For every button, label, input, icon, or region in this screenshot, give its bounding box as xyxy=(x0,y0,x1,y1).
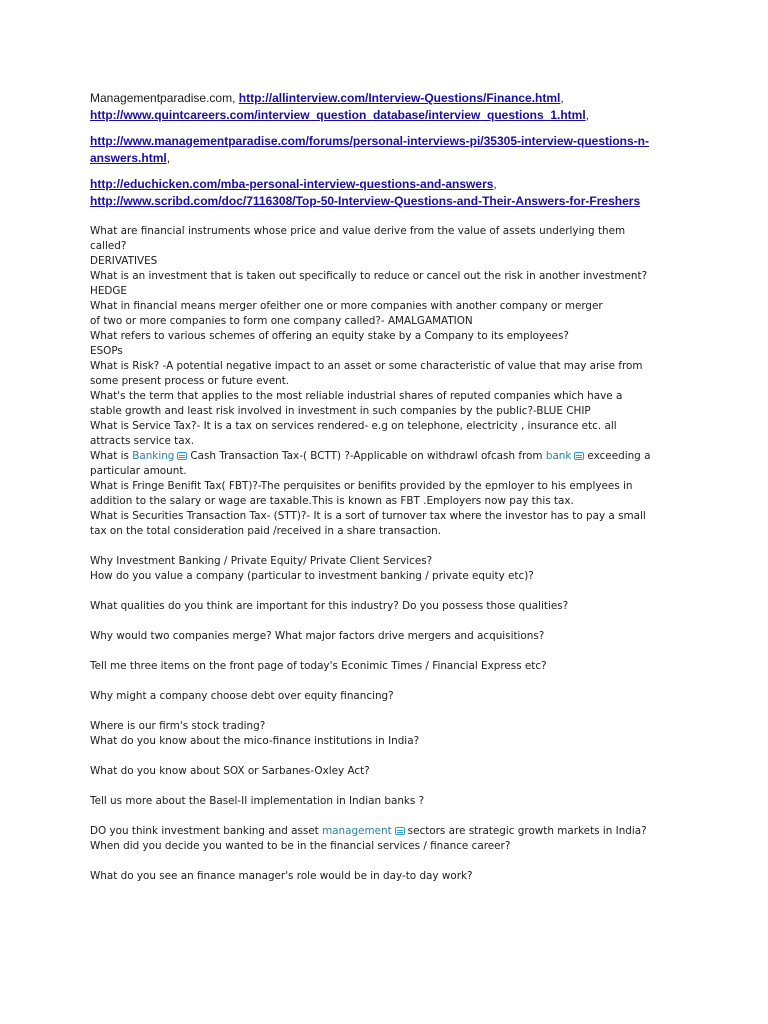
question: What do you see an finance manager's role would be in day-to day work? xyxy=(90,870,473,882)
qa-line: stable growth and least risk involved in investment in such companies by the public?-BLUE CHIP xyxy=(90,405,591,417)
comment-bubble-icon[interactable] xyxy=(574,452,584,460)
question: Where is our firm's stock trading? xyxy=(90,720,266,732)
comment-bubble-icon[interactable] xyxy=(177,452,187,460)
qa-block xyxy=(90,224,690,539)
links-line-3: http://www.managementparadise.com/forums/personal-interviews-pi/35305-interview-questions-n-answers.html, xyxy=(90,134,650,165)
question: Tell us more about the Basel-II implementation in Indian banks ? xyxy=(90,795,425,807)
link-quintcareers[interactable]: http://www.quintcareers.com/interview_question_database/interview_questions_1.html xyxy=(90,108,586,122)
question: What qualities do you think are important for this industry? Do you possess those qualities? xyxy=(90,600,569,612)
qa-line: particular amount. xyxy=(90,465,187,477)
lead-text: Managementparadise.com, xyxy=(90,91,239,105)
question-management: DO you think investment banking and asset management sectors are strategic growth markets in India? xyxy=(90,825,647,837)
link-managementparadise[interactable]: http://www.managementparadise.com/forums/personal-interviews-pi/35305-interview-questions-n-answers.html xyxy=(90,134,650,165)
question: Why would two companies merge? What major factors drive mergers and acquisitions? xyxy=(90,630,545,642)
link-allinterview[interactable]: http://allinterview.com/Interview-Questions/Finance.html xyxy=(238,91,561,105)
qa-line: some present process or future event. xyxy=(90,375,290,387)
qa-line: What is Securities Transaction Tax- (STT)?- It is a sort of turnover tax where the investor has to pay a small xyxy=(90,510,646,522)
qa-line: What is Risk? -A potential negative impact to an asset or some characteristic of value that may arise from xyxy=(90,360,643,372)
question: What do you know about the mico-finance institutions in India? xyxy=(90,735,420,747)
links-line-1: Managementparadise.com, http://allinterview.com/Interview-Questions/Finance.html, xyxy=(90,91,564,105)
question: How do you value a company (particular to investment banking / private equity etc)? xyxy=(90,570,534,582)
qa-line: What refers to various schemes of offering an equity stake by a Company to its employees? xyxy=(90,330,569,342)
interview-questions xyxy=(90,554,690,884)
reference-links xyxy=(90,90,690,210)
document-page xyxy=(90,90,690,899)
question: What do you know about SOX or Sarbanes-Oxley Act? xyxy=(90,765,370,777)
qa-line: What are financial instruments whose price and value derive from the value of assets underlying them xyxy=(90,225,626,237)
qa-line: What is Fringe Benifit Tax( FBT)?-The perquisites or benifits provided by the epmloyer to his emplyees in xyxy=(90,480,633,492)
qa-line: What is an investment that is taken out specifically to reduce or cancel out the risk in another investment? xyxy=(90,270,648,282)
qa-answer: HEDGE xyxy=(90,285,127,297)
qa-line: called? xyxy=(90,240,127,252)
qa-line: What in financial means merger ofeither one or more companies with another company or merger xyxy=(90,300,603,312)
keyword-link-management[interactable]: management xyxy=(322,825,392,837)
qa-line: tax on the total consideration paid /received in a share transaction. xyxy=(90,525,442,537)
link-scribd[interactable]: http://www.scribd.com/doc/7116308/Top-50-Interview-Questions-and-Their-Answers-for-Freshers xyxy=(90,194,641,208)
qa-line: attracts service tax. xyxy=(90,435,195,447)
keyword-link-bank[interactable]: bank xyxy=(545,450,572,462)
link-educhicken[interactable]: http://educhicken.com/mba-personal-interview-questions-and-answers xyxy=(90,177,494,191)
comment-bubble-icon[interactable] xyxy=(395,827,405,835)
links-line-2: http://www.quintcareers.com/interview_question_database/interview_questions_1.html, xyxy=(90,108,590,122)
qa-answer: DERIVATIVES xyxy=(90,255,158,267)
qa-answer: ESOPs xyxy=(90,345,123,357)
question: Tell me three items on the front page of today's Econimic Times / Financial Express etc? xyxy=(90,660,547,672)
qa-line: addition to the salary or wage are taxable.This is known as FBT .Employers now pay this tax. xyxy=(90,495,574,507)
question: Why Investment Banking / Private Equity/ Private Client Services? xyxy=(90,555,433,567)
question: Why might a company choose debt over equity financing? xyxy=(90,690,394,702)
qa-line: What is Service Tax?- It is a tax on services rendered- e.g on telephone, electricity , insurance etc. all xyxy=(90,420,617,432)
qa-line-bcct: What is Banking Cash Transaction Tax-( BCTT) ?-Applicable on withdrawl ofcash from bank exceeding a xyxy=(90,450,651,462)
links-line-5 xyxy=(90,193,690,210)
links-line-4: http://educhicken.com/mba-personal-interview-questions-and-answers, xyxy=(90,177,497,191)
keyword-link-banking[interactable]: Banking xyxy=(132,450,175,462)
qa-line: of two or more companies to form one company called?- AMALGAMATION xyxy=(90,315,473,327)
question: When did you decide you wanted to be in the financial services / finance career? xyxy=(90,840,511,852)
qa-line: What's the term that applies to the most reliable industrial shares of reputed companies which have a xyxy=(90,390,623,402)
